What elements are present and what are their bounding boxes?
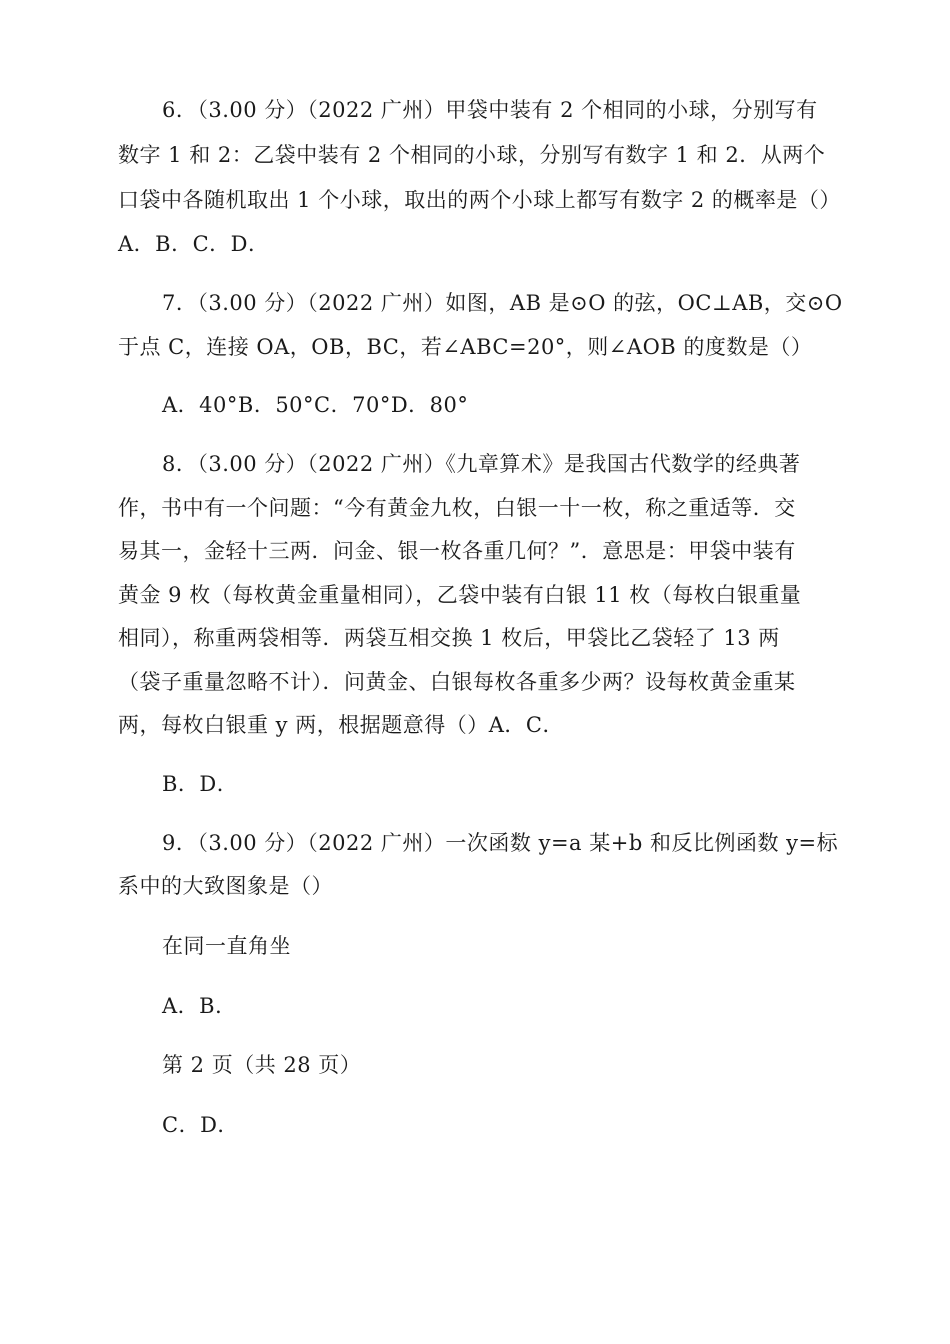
q7-line-1: 7．（3.00 分）（2022 广州）如图，AB 是⊙O 的弦，OC⊥AB，交⊙O (162, 291, 843, 315)
q8-line-3: 易其一，金轻十三两．问金、银一枚各重几何？”．意思是：甲袋中装有 (118, 539, 796, 563)
q7-options: A．40°B．50°C．70°D．80° (162, 393, 469, 417)
q8-line-1: 8．（3.00 分）（2022 广州）《九章算术》是我国古代数学的经典著 (162, 452, 801, 476)
q9-line-2: 系中的大致图象是（） (118, 874, 333, 898)
q8-line-4: 黄金 9 枚（每枚黄金重量相同），乙袋中装有白银 11 枚（每枚白银重量 (118, 583, 802, 607)
q6-options: A．B．C．D． (118, 232, 270, 256)
q9-line-1: 9．（3.00 分）（2022 广州）一次函数 y=a 某+b 和反比例函数 y=标 (162, 831, 839, 855)
q6-line-2: 数字 1 和 2：乙袋中装有 2 个相同的小球，分别写有数字 1 和 2．从两个 (118, 143, 826, 167)
q7-line-2: 于点 C，连接 OA，OB，BC，若∠ABC=20°，则∠AOB 的度数是（） (118, 335, 813, 359)
q6-line-1: 6．（3.00 分）（2022 广州）甲袋中装有 2 个相同的小球，分别写有 (162, 98, 818, 122)
q9-options-cd: C．D． (162, 1113, 239, 1137)
q8-options: B．D． (162, 772, 239, 796)
q8-line-2: 作，书中有一个问题：“今有黄金九枚，白银一十一枚，称之重适等．交 (118, 496, 796, 520)
q8-line-6: （袋子重量忽略不计）．问黄金、白银每枚各重多少两？设每枚黄金重某 (118, 670, 796, 694)
q6-line-3: 口袋中各随机取出 1 个小球，取出的两个小球上都写有数字 2 的概率是（） (118, 188, 841, 212)
q8-line-5: 相同），称重两袋相等．两袋互相交换 1 枚后，甲袋比乙袋轻了 13 两 (118, 626, 780, 650)
q9-options-ab: A．B． (162, 994, 237, 1018)
q9-fragment: 在同一直角坐 (162, 934, 291, 958)
page-number: 第 2 页（共 28 页） (162, 1053, 362, 1077)
q8-line-7: 两，每枚白银重 y 两，根据题意得（）A．C． (118, 713, 564, 737)
